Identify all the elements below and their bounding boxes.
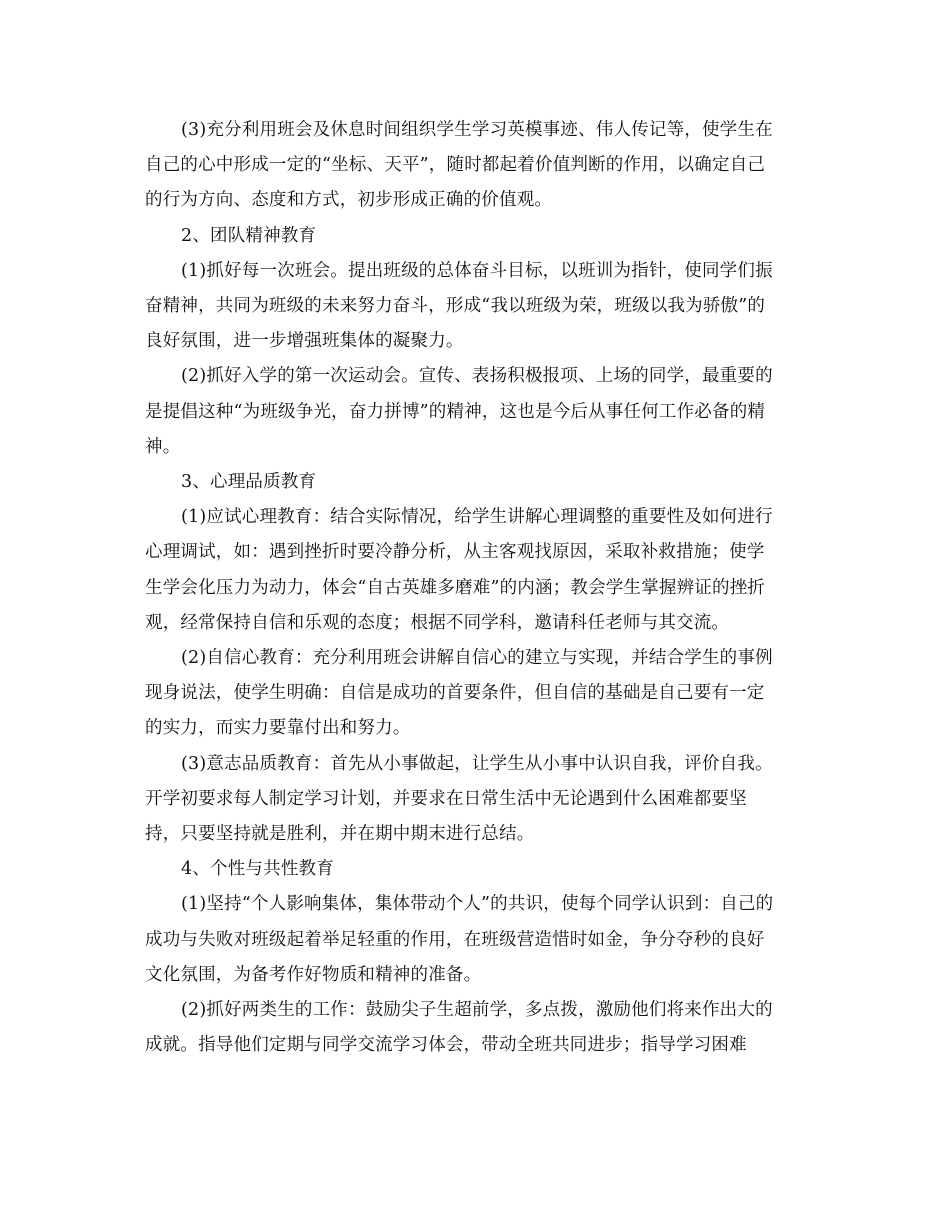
text-line: (2)抓好两类生的工作：鼓励尖子生超前学，多点拨，激励他们将来作出大的 [181, 1000, 773, 1021]
heading-text: 4、个性与共性教育 [181, 859, 334, 880]
section-heading [145, 852, 807, 887]
heading-text: 3、心理品质教育 [181, 472, 317, 493]
paragraph [145, 254, 807, 360]
text-line: 开学初要求每人制定学习计划，并要求在日常生活中无论遇到什么困难都要坚 [145, 788, 747, 809]
paragraph [145, 113, 807, 219]
section-heading [145, 465, 807, 500]
paragraph [145, 500, 807, 641]
text-line: (1)坚持“个人影响集体，集体带动个人”的共识，使每个同学认识到：自己的 [181, 894, 774, 915]
paragraph [145, 887, 807, 993]
text-line: (2)自信心教育：充分利用班会讲解自信心的建立与实现，并结合学生的事例 [181, 648, 773, 669]
text-line: 良好氛围，进一步增强班集体的凝聚力。 [145, 331, 464, 352]
text-line: 生学会化压力为动力，体会“自古英雄多磨难”的内涵；教会学生掌握辨证的挫折 [145, 577, 766, 598]
text-line: 神。 [145, 436, 181, 457]
text-line: 成功与失败对班级起着举足轻重的作用，在班级营造惜时如金，争分夺秒的良好 [145, 929, 765, 950]
heading-text: 2、团队精神教育 [181, 225, 317, 246]
text-line: (3)充分利用班会及休息时间组织学生学习英模事迹、伟人传记等，使学生在 [181, 120, 773, 140]
text-line: 的行为方向、态度和方式，初步形成正确的价值观。 [145, 190, 553, 211]
paragraph [145, 747, 807, 853]
paragraph [145, 359, 807, 465]
text-line: 心理调试，如：遇到挫折时要冷静分析，从主客观找原因，采取补救措施；使学 [145, 542, 765, 563]
text-line: 成就。指导他们定期与同学交流学习体会，带动全班共同进步；指导学习困难 [145, 1035, 747, 1056]
text-line: 现身说法，使学生明确：自信是成功的首要条件，但自信的基础是自己要有一定 [145, 683, 765, 704]
text-line: 文化氛围，为备考作好物质和精神的准备。 [145, 964, 482, 985]
document-body [145, 113, 807, 1063]
section-heading [145, 219, 807, 254]
text-line: 自己的心中形成一定的“坐标、天平”，随时都起着价值判断的作用，以确定自己 [145, 155, 766, 176]
text-line: 是提倡这种“为班级争光，奋力拼博”的精神，这也是今后从事任何工作必备的精 [145, 401, 766, 422]
text-line: (1)抓好每一次班会。提出班级的总体奋斗目标，以班训为指针，使同学们振 [181, 260, 773, 281]
text-line: 的实力，而实力要靠付出和努力。 [145, 718, 411, 739]
text-line: 观，经常保持自信和乐观的态度；根据不同学科，邀请科任老师与其交流。 [145, 612, 730, 633]
text-line: (1)应试心理教育：结合实际情况，给学生讲解心理调整的重要性及如何进行 [181, 507, 773, 528]
text-line: 奋精神，共同为班级的未来努力奋斗，形成“我以班级为荣，班级以我为骄傲”的 [145, 296, 766, 317]
text-line: (2)抓好入学的第一次运动会。宣传、表扬积极报项、上场的同学，最重要的 [181, 366, 773, 387]
text-line: 持，只要坚持就是胜利，并在期中期末进行总结。 [145, 824, 535, 845]
text-line: (3)意志品质教育：首先从小事做起，让学生从小事中认识自我，评价自我。 [181, 753, 773, 774]
paragraph [145, 993, 807, 1063]
paragraph [145, 641, 807, 747]
